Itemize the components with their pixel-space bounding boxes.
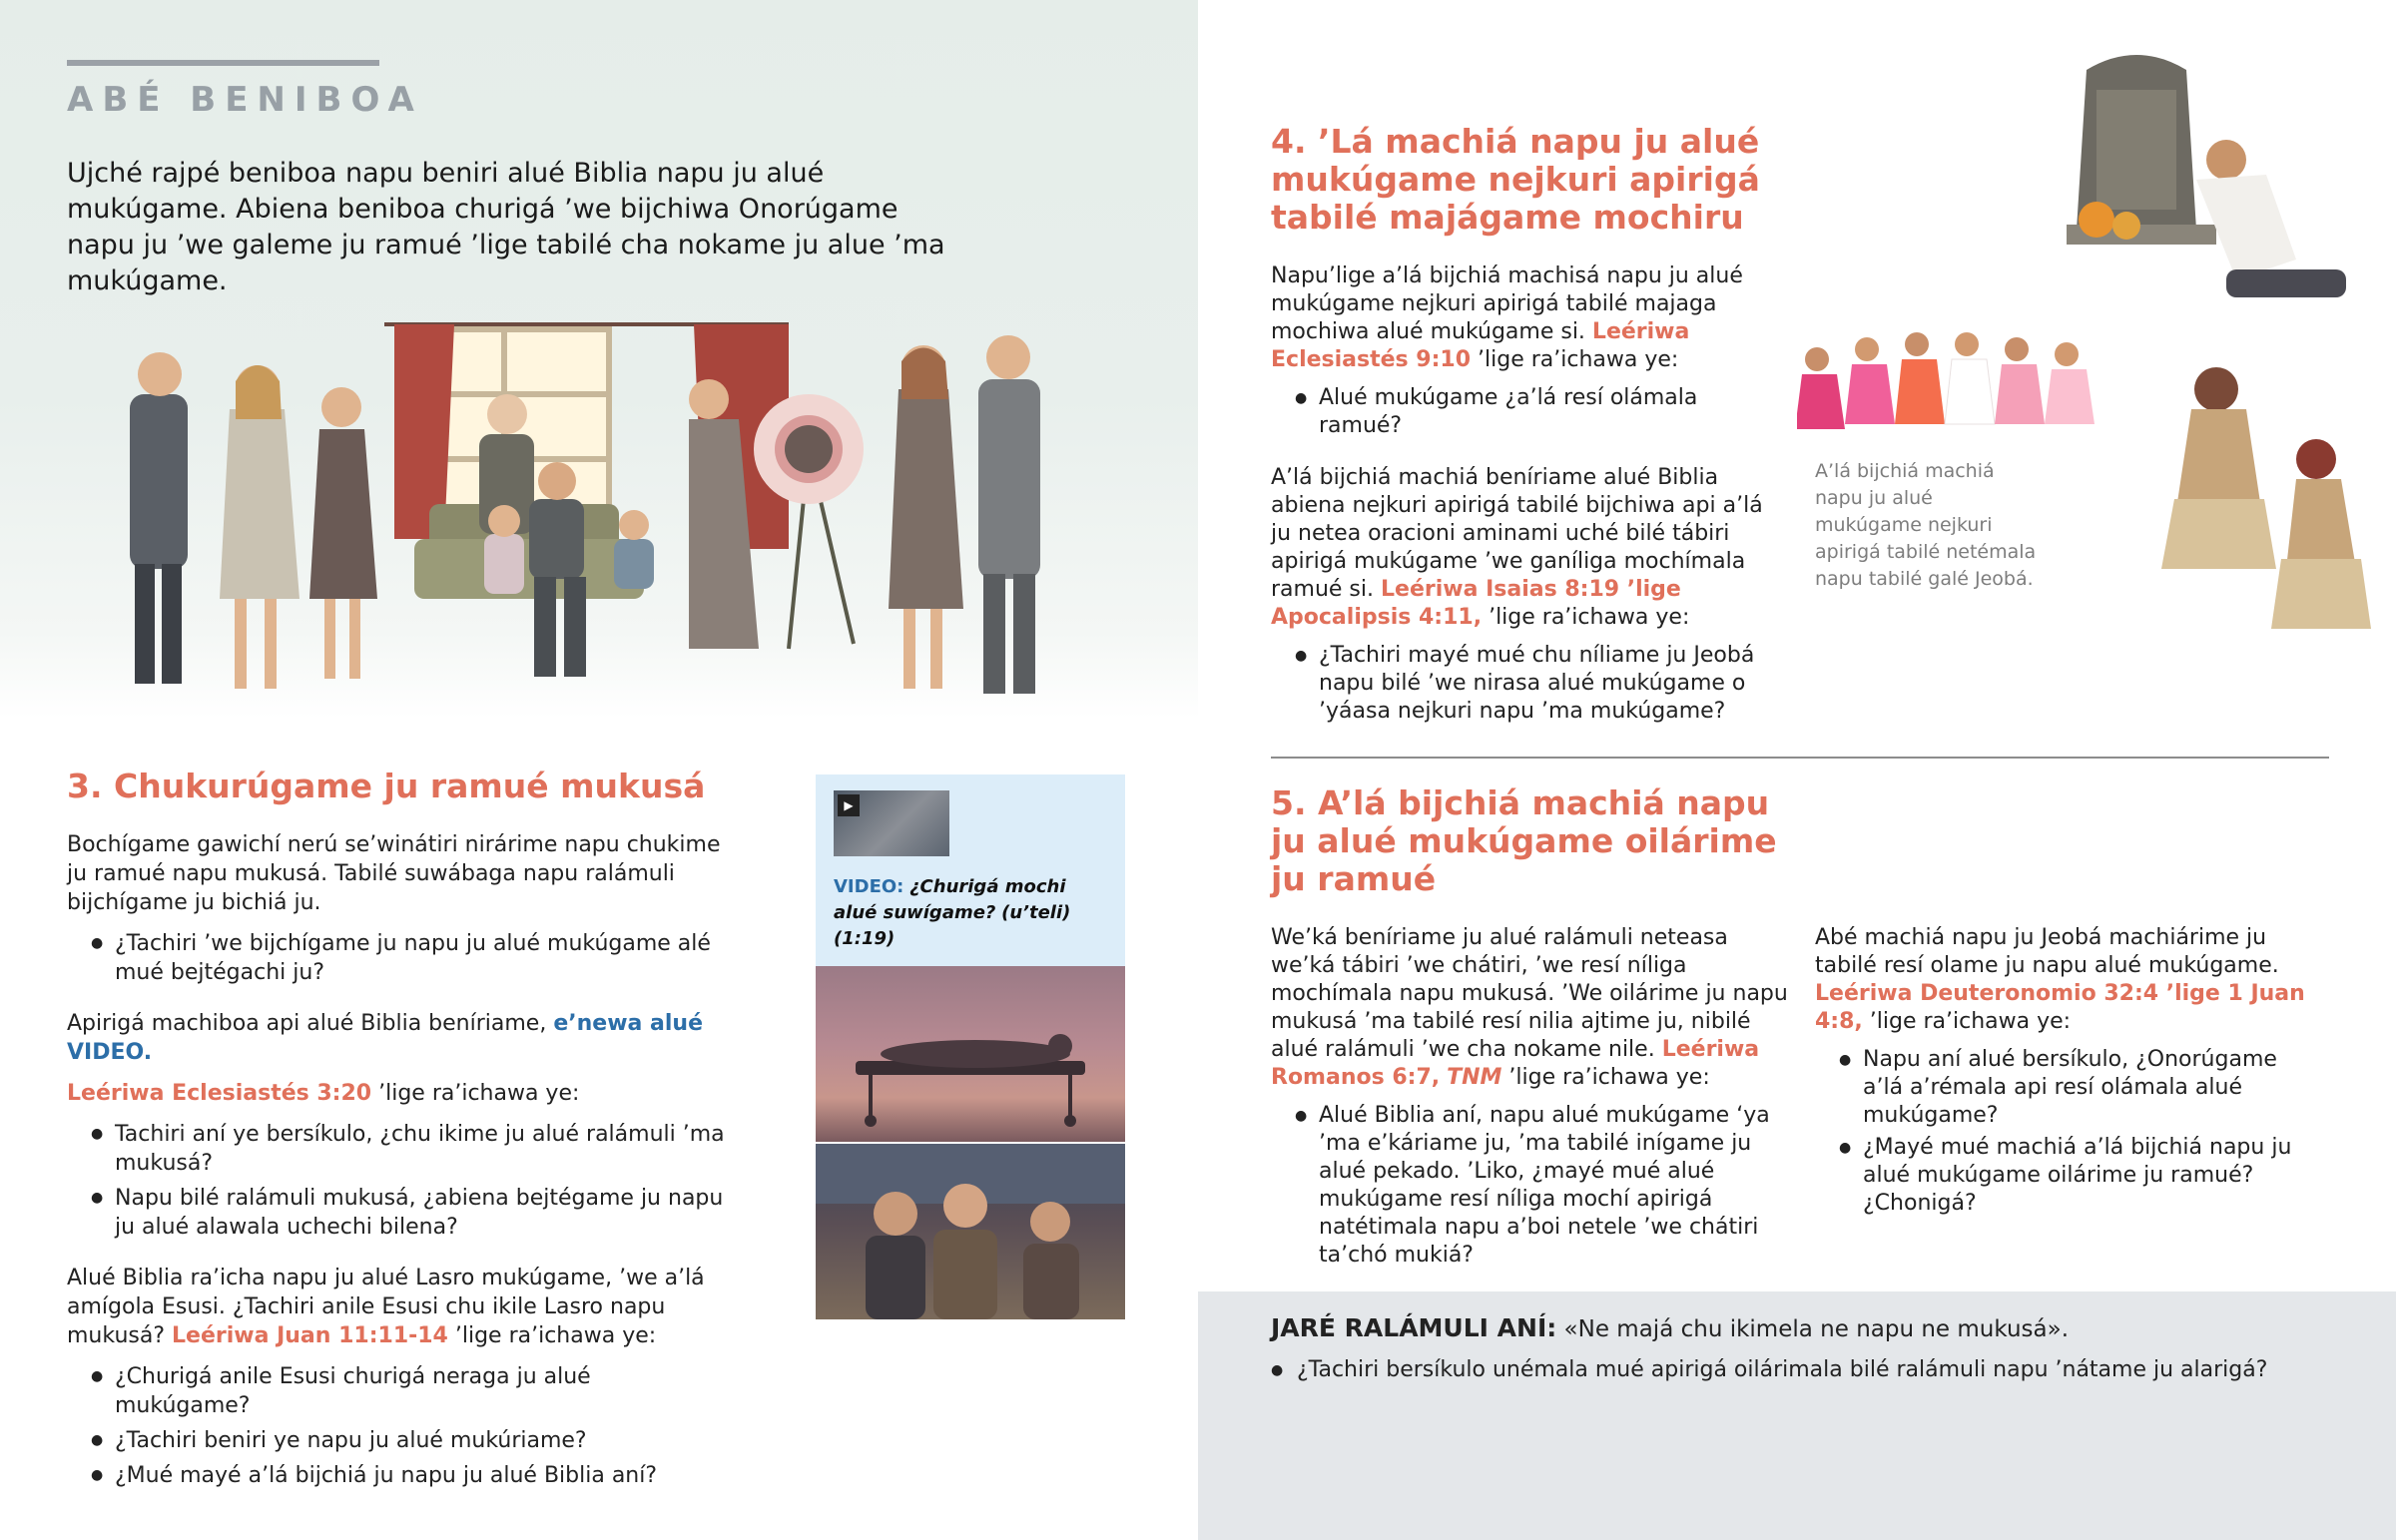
question-item: ● ¿Tachiri mayé mué chu níliame ju Jeobá napu bilé ’we nirasa alué mukúgame o ’yáasa nejkuri napu ’ma mukúgame? [1271,642,1780,726]
scripture-reference-link[interactable]: Leériwa Eclesiastés 3:20 [67,1081,372,1106]
section-4-body [1271,262,1780,750]
video-link[interactable]: e’newa alué VIDEO. [67,1011,703,1065]
paragraph-text: ’lige ra’ichawa ye: [1471,347,1679,372]
play-icon[interactable]: ▶ [838,794,860,816]
scripture-translation-label: TNM [1447,1065,1502,1090]
some-people-say-quote: «Ne majá chu ikimela ne napu ne mukusá». [1556,1316,2070,1342]
video-box[interactable] [816,774,1125,966]
hospital-bed-illustration [816,966,1125,1142]
paragraph-text: Abé machiá napu ju Jeobá machiárime ju tabilé resí olame ju napu alué mukúgame. [1815,925,2279,978]
paragraph-text: We’ká beníriame ju alué ralámuli neteasa we’ká tábiri ’we chátiri, ’we resí níliga mochímala napu mukusá. ’We oilárime ju napu mukusá ’ma tabilé resí nilia ajtime ju, nibilé alué ralámuli ’we cha nokame nile. [1271,925,1788,1062]
question-item: ● ¿Churigá anile Esusi churigá neraga ju alué mukúgame? [67,1362,726,1420]
question-list [1271,1102,1790,1270]
video-title: ¿Churigá mochi alué suwígame? [834,876,1066,923]
scripture-paragraph [1271,924,1790,1092]
question-item: ● ¿Tachiri bersíkulo unémala mué apirigá oilárimala bilé ralámuli napu ’nátame ju alarigá? [1271,1355,2349,1385]
scripture-paragraph [67,1264,726,1350]
paragraph-text: ’lige ra’ichawa ye: [1862,1009,2072,1034]
paragraph-text: Alué Biblia ra’icha napu ju alué Lasro mukúgame, ’we a’lá amígola Esusi. ¿Tachiri anile Esusi chu ikile Lasro napu mukusá? [67,1266,705,1348]
video-paragraph [67,1009,726,1067]
question-item: ● Napu bilé ralámuli mukusá, ¿abiena bejtégame ju napu ju alué alawala uchechi bilena? [67,1184,726,1242]
intro-paragraph: Ujché rajpé beniboa napu beniri alué Biblia napu ju alué mukúgame. Abiena beniboa churigá ’we bijchiwa Onorúgame napu ju ’we galeme ju ramué ’lige tabilé cha nokame ju alue ’ma mukúgame. [67,158,945,296]
paragraph-text: Apirigá machiboa api alué Biblia beníriame, [67,1011,554,1036]
scripture-reference-link[interactable]: Leériwa Romanos 6:7, [1271,1037,1760,1090]
section-3-heading: 3. Chukurúgame ju ramué mukusá [67,767,706,805]
some-people-say-box [1198,1291,2396,1540]
video-label: VIDEO: [834,876,904,897]
question-list [1271,384,1780,440]
question-item: ● Tachiri aní ye bersíkulo, ¿chu ikime ju alué ralámuli ’ma mukusá? [67,1120,726,1178]
video-thumbnail[interactable] [834,790,949,856]
question-list [67,929,726,987]
paragraph-text: ’lige ra’ichawa ye: [1501,1065,1710,1090]
funeral-family-illustration [110,299,1108,709]
section-4-heading: 4. ’Lá machiá napu ju alué mukúgame nejkuri apirigá tabilé majágame mochiru [1271,122,1760,237]
question-item: ● Alué Biblia aní, napu alué mukúgame ‘ya ’ma e’káriame ju, ’ma tabilé inígame ju alué pekado. ’Liko, ¿mayé mué alué mukúgame resí níliga mochí apirigá natétimala napu a’boi netele ’we chátiri ta’chó mukiá? [1271,1102,1790,1270]
paragraph-text: ’lige ra’ichawa ye: [1482,605,1690,630]
paragraph-text: Napu’lige a’lá bijchiá machisá napu ju alué mukúgame nejkuri apirigá tabilé majaga mochiwa alué mukúgame si. [1271,263,1743,344]
section-3-body [67,830,726,1512]
question-item: ● Alué mukúgame ¿a’lá resí olámala ramué? [1271,384,1780,440]
section-5-column-1 [1271,924,1790,1293]
video-caption [834,874,1113,952]
section-3-paragraph: Bochígame gawichí nerú se’winátiri nirárime napu chukime ju ramué napu mukusá. Tabilé suwábaga napu ralámuli bijchígame ju bichiá ju. [67,832,721,915]
section-divider [1271,757,2329,759]
section-5-column-2 [1815,924,2314,1242]
scripture-paragraph [1271,262,1780,374]
scripture-reference-link[interactable]: Leériwa Eclesiastés 9:10 [1271,319,1690,372]
question-list [1815,1046,2314,1218]
section-5-heading: 5. A’lá bijchiá machiá napu ju alué mukúgame oilárime ju ramué [1271,783,1777,898]
kicker-rule [67,60,379,66]
hospital-bed-photo [816,966,1125,1142]
paragraph-text: A’lá bijchiá machiá beníriame alué Biblia abiena nejkuri apirigá tabilé bijchiwa api a’lá ju netea oracioni aminami uché bilé tábiri apirigá mukúgame ’we ganíliga mochímala ramué si. [1271,465,1763,602]
scripture-reference-link[interactable]: Leériwa Isaias 8:19 ’lige Apocalipsis 4:11, [1271,577,1681,630]
scripture-paragraph [67,1079,726,1108]
question-item: ● ¿Tachiri ’we bijchígame ju napu ju alué mukúgame alé mué bejtégachi ju? [67,929,726,987]
illustration-caption: A’lá bijchiá machiá napu ju alué mukúgame nejkuri apirigá tabilé netémala napu tabilé galé Jeobá. [1815,460,2037,590]
question-item: ● ¿Mayé mué machiá a’lá bijchiá napu ju alué mukúgame oilárime ju ramué? ¿Chonigá? [1815,1134,2314,1218]
paragraph-text: ’lige ra’ichawa ye: [371,1081,580,1106]
grieving-people-illustration [816,1144,1125,1319]
some-people-say-label: JARÉ RALÁMULI ANÍ: [1271,1313,1557,1342]
question-item: ● Napu aní alué bersíkulo, ¿Onorúgame a’lá a’rémala api resí olámala alué mukúgame? [1815,1046,2314,1130]
some-people-say-line [1271,1313,2349,1345]
question-list [1271,1355,2349,1385]
scripture-reference-link[interactable]: Leériwa Deuteronomio 32:4 ’lige 1 Juan 4:8, [1815,981,2305,1034]
question-list [1271,642,1780,726]
question-list [67,1120,726,1242]
question-list [67,1362,726,1490]
paragraph-text: ’lige ra’ichawa ye: [447,1323,657,1348]
scripture-reference-link[interactable]: Leériwa Juan 11:11-14 [172,1323,448,1348]
scripture-paragraph [1815,924,2314,1036]
scripture-paragraph [1271,464,1780,632]
question-item: ● ¿Tachiri beniri ye napu ju alué mukúriame? [67,1426,726,1455]
grieving-people-photo [816,1144,1125,1319]
kicker-heading: ABÉ BENIBOA [67,80,423,120]
some-people-say-content [1271,1313,2349,1385]
video-meta: (u’teli) (1:19) [834,902,1071,949]
question-item: ● ¿Mué mayé a’lá bijchiá ju napu ju alué Biblia aní? [67,1461,726,1490]
